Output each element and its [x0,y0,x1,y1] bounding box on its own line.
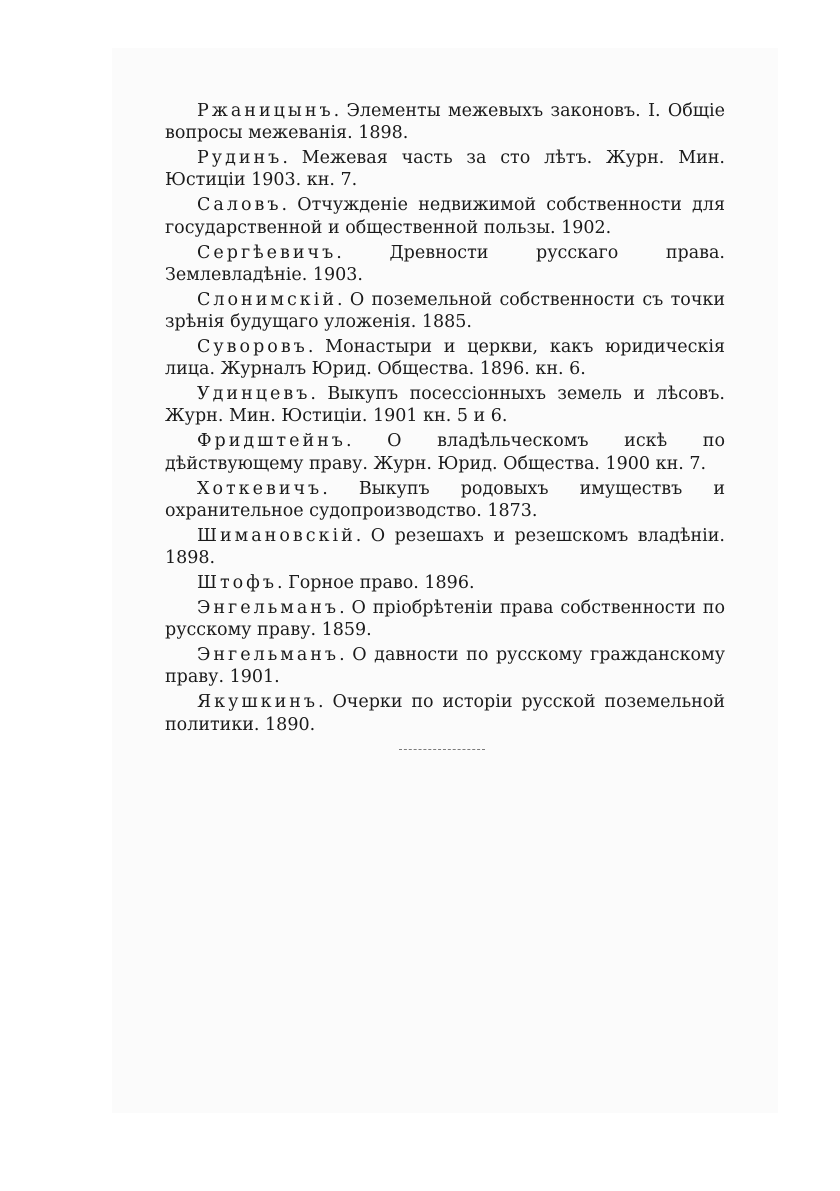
entry-title: . Отчужденіе недвижимой собственности для государственной и общественной пользы. 1902. [165,195,725,238]
bibliography-entry [165,525,725,569]
entry-title: . Горное право. 1896. [277,573,475,594]
bibliography-entry [165,691,725,735]
entry-title: . О пріобрѣтеніи права собственности по русскому праву. 1859. [165,598,725,641]
entry-author: Сергѣевичъ [197,242,337,263]
entry-title: . Элементы межевыхъ законовъ. I. Общіе вопросы межеванія. 1898. [165,101,725,144]
entry-author: Рудинъ [197,148,283,169]
entry-title: . Выкупъ родовыхъ имуществъ и охранительное судопроизводство. 1873. [165,478,725,521]
entry-title: . О давности по русскому гражданскому праву. 1901. [165,645,725,688]
bibliography-entry [165,430,725,474]
entry-title: . О поземельной собственности съ точки зрѣнія будущаго уложенія. 1885. [165,289,725,333]
entry-title: . Монастыри и церкви, какъ юридическія лица. Журналъ Юрид. Общества. 1896. кн. 6. [165,337,725,380]
bibliography-entry [165,242,725,286]
entry-title: . Очерки по исторіи русской поземельной политики. 1890. [165,692,725,735]
bibliography-entry [165,597,725,641]
entry-author: Ржаницынъ [197,101,334,121]
end-rule-divider [399,749,485,750]
entry-author: Саловъ [197,195,282,216]
entry-title: . О владѣльческомъ искѣ по дѣйствующему праву. Журн. Юрид. Общества. 1900 кн. 7. [165,431,725,474]
bibliography-list [165,100,725,739]
entry-title: . О резешахъ и резешскомъ владѣніи. 1898. [165,525,725,569]
bibliography-entry [165,644,725,688]
bibliography-entry [165,478,725,522]
entry-author: Шимановскій [197,525,356,546]
entry-author: Фридштейнъ [197,431,346,452]
bibliography-entry [165,194,725,238]
bibliography-entry [165,289,725,333]
entry-author: Штофъ [197,573,278,594]
entry-author: Энгельманъ [197,598,340,619]
bibliography-entry [165,383,725,427]
bibliography-entry [165,336,725,380]
bibliography-entry [165,572,725,594]
entry-author: Суворовъ [197,337,308,358]
entry-title: . Выкупъ посессіонныхъ земель и лѣсовъ. Журн. Мин. Юстиціи. 1901 кн. 5 и 6. [165,384,725,427]
entry-title: . Древности русскаго права. Землевладѣніе. 1903. [165,242,725,285]
entry-title: . Межевая часть за сто лѣтъ. Журн. Мин. Юстиціи 1903. кн. 7. [165,148,725,191]
entry-author: Хоткевичъ [197,478,323,499]
entry-author: Энгельманъ [197,645,340,666]
entry-author: Слонимскій [197,289,337,310]
bibliography-entry [165,147,725,191]
bibliography-entry [165,100,725,144]
entry-author: Удинцевъ [197,384,311,405]
entry-author: Якушкинъ [197,692,319,713]
